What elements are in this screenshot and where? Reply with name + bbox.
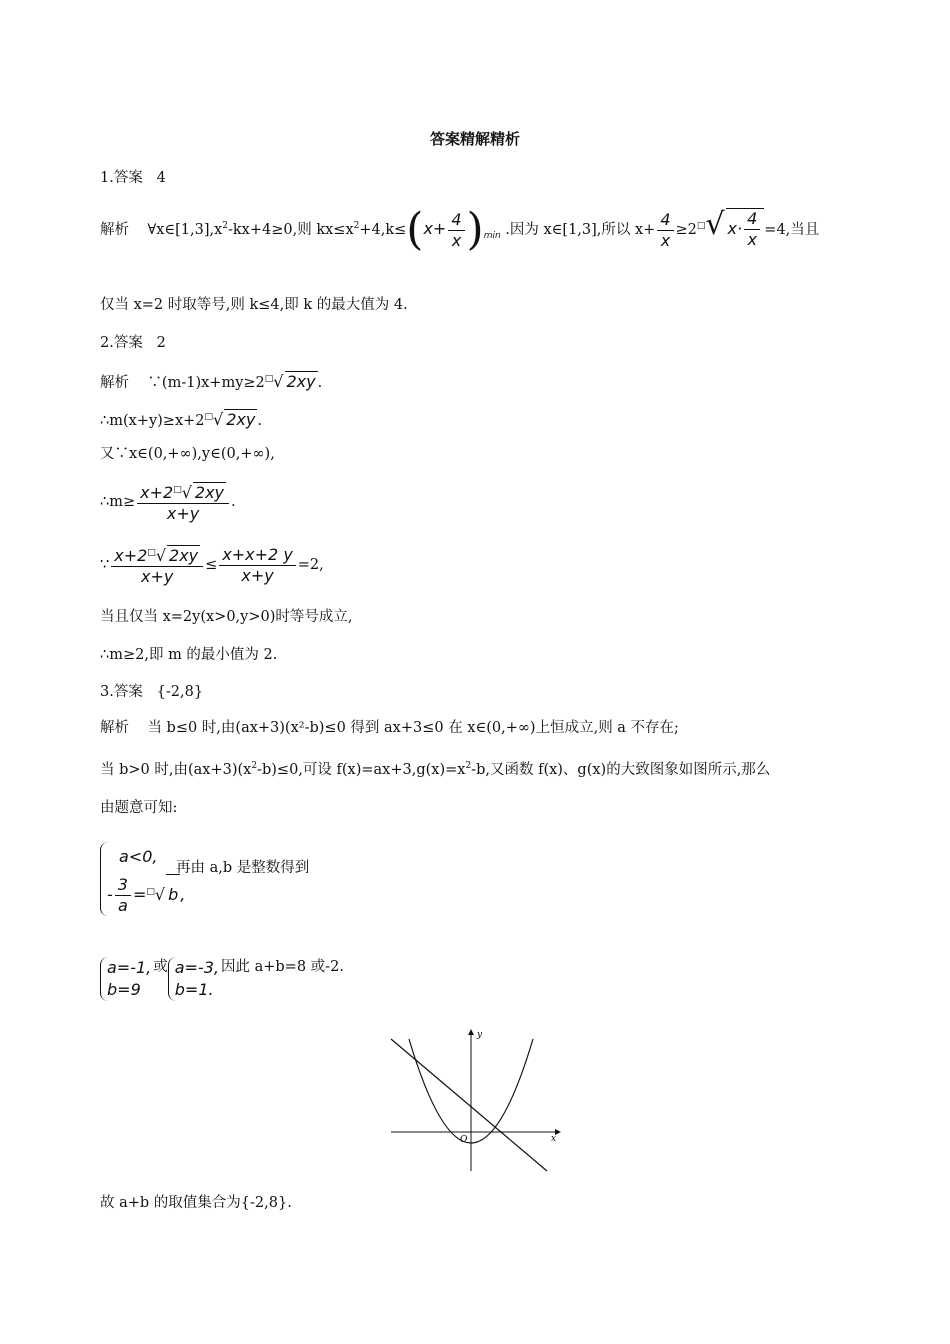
q2-line6: 当且仅当 x=2y(x>0,y>0)时等号成立, <box>100 609 353 625</box>
q2-l1-text: ∵(m-1)x+my≥2 <box>147 375 265 391</box>
q3-system1-brace <box>100 842 185 916</box>
q3-system1 <box>100 842 310 920</box>
q1-analysis-line1 <box>100 205 819 265</box>
q2-l5-frac-left <box>111 543 203 587</box>
q1-frac-den: x <box>451 230 462 250</box>
q2-line5 <box>100 543 324 587</box>
q2-l4-end: . <box>231 494 236 510</box>
q1-frac2-den: x <box>660 230 671 250</box>
q1-sup-b: 2 <box>353 221 360 232</box>
q1-frac2-num: 4 <box>657 210 673 231</box>
q1-text-b: -kx+4≥0,则 kx≤x <box>228 222 354 238</box>
q2-l5-radicand: 2xy <box>169 546 199 565</box>
placeholder-box-icon: □ <box>146 887 155 897</box>
q2-answer-label: 2.答案 <box>100 335 143 351</box>
origin-label: O <box>460 1135 468 1145</box>
q2-l1-radicand: 2xy <box>286 372 316 391</box>
q1-text-d: .因为 x∈[1,3],所以 x+ <box>505 222 656 238</box>
q1-sup-a: 2 <box>222 221 228 232</box>
y-axis-arrow-icon <box>468 1029 474 1035</box>
q1-answer-label: 1.答案 <box>100 170 143 186</box>
radical-icon: √ <box>705 207 725 242</box>
placeholder-box-icon: □ <box>147 548 156 558</box>
radical-icon: √ <box>181 483 192 502</box>
q1-text-f: =4,当且 <box>764 222 820 238</box>
q2-l4-radicand: 2xy <box>194 483 225 502</box>
q2-l4-text: ∴m≥ <box>100 494 136 510</box>
q3-final: 故 a+b 的取值集合为{-2,8}. <box>100 1195 292 1211</box>
q3-system2 <box>100 957 344 1007</box>
q2-analysis-label: 解析 <box>100 375 129 391</box>
q2-line1 <box>100 369 322 393</box>
q2-l4-frac-den: x+y <box>166 504 200 523</box>
line-f <box>391 1039 547 1171</box>
q2-l5-frac-right <box>219 545 295 586</box>
q1-rad-frac-den: x <box>747 230 757 249</box>
q3-system2a-brace <box>100 957 151 1001</box>
q3-system2b-brace <box>168 957 219 1001</box>
q3-sys1-frac-den: a <box>117 896 128 915</box>
q2-line2 <box>100 407 262 431</box>
q2-l4-num-text: x+2 <box>140 483 174 502</box>
q3-answer-value: {-2,8} <box>156 684 204 700</box>
q3-l2-sup-a: 2 <box>251 761 258 771</box>
q3-sys1-comma: , <box>180 885 186 904</box>
q3-line3: 由题意可知: <box>100 800 178 816</box>
q3-sys2-or: 或 <box>153 959 168 975</box>
q3-sys2b-row1: a=-3, <box>174 958 219 977</box>
q2-l5-left-den: x+y <box>141 567 174 586</box>
placeholder-box-icon: □ <box>204 412 214 422</box>
q1-analysis-line2: 仅当 x=2 时取等号,则 k≤4,即 k 的最大值为 4. <box>100 297 408 313</box>
q1-paren-left: ( <box>406 204 424 255</box>
radical-icon: √ <box>213 410 224 429</box>
q2-l5-because: ∵ <box>100 557 110 573</box>
placeholder-box-icon: □ <box>696 221 706 231</box>
q3-l2-text-a: 当 b>0 时,由(ax+3)(x <box>100 761 252 778</box>
q3-answer-label: 3.答案 <box>100 684 143 700</box>
q3-sys1-row1: a<0, <box>119 847 158 866</box>
q2-answer <box>100 333 166 353</box>
q3-sys1-frac <box>115 875 131 916</box>
placeholder-box-icon: □ <box>173 485 182 495</box>
q3-sys1-eq: = <box>132 885 147 904</box>
q1-rad-frac-num: 4 <box>744 209 760 230</box>
q3-sys1-radicand: b <box>166 874 180 915</box>
q2-l1-end: . <box>317 375 323 391</box>
q1-paren-x: x <box>423 219 433 238</box>
q2-answer-value: 2 <box>156 335 166 351</box>
q2-line7: ∴m≥2,即 m 的最小值为 2. <box>100 647 278 663</box>
q3-l2-sup-b: 2 <box>465 761 472 771</box>
q1-min-subscript: min <box>483 230 501 241</box>
q2-l5-leq: ≤ <box>205 557 218 573</box>
radical-icon: √ <box>273 372 284 391</box>
q2-l4-frac-num <box>137 480 229 504</box>
q1-text-a: ∀x∈[1,3],x <box>147 222 223 238</box>
q3-sys2a-row2: b=9 <box>107 980 141 999</box>
q3-sys1-minus: - <box>107 885 113 904</box>
radical-icon: √ <box>155 546 167 565</box>
q1-frac-num: 4 <box>448 210 464 231</box>
q3-line1 <box>100 718 679 738</box>
q1-answer <box>100 168 166 188</box>
q1-radicand: x· $\frac{4}{x}$ <box>726 208 765 250</box>
y-axis-label: y <box>477 1030 483 1040</box>
q1-rad-x: x <box>727 219 738 238</box>
q3-l1-text: 当 b≤0 时,由(ax+3)(x²-b)≤0 得到 ax+3≤0 在 x∈(0,+∞)上恒成立,则 a 不存在; <box>147 720 679 736</box>
x-axis-label: x <box>551 1134 557 1144</box>
q3-line2 <box>100 756 770 780</box>
q2-line3: 又∵x∈(0,+∞),y∈(0,+∞), <box>100 446 275 462</box>
q2-l5-right-num: x+x+2 y <box>219 545 295 566</box>
page-title: 答案精解精析 <box>429 130 520 148</box>
q3-sys2-after: 因此 a+b=8 或-2. <box>221 959 344 975</box>
q2-l5-num-text: x+2 <box>114 546 148 565</box>
function-graph <box>385 1025 565 1175</box>
q1-rad-frac <box>744 209 760 250</box>
q2-l2-radicand: 2xy <box>226 410 256 429</box>
q1-answer-value: 4 <box>156 170 166 186</box>
q1-text-e: ≥2 <box>675 222 697 238</box>
placeholder-box-icon: □ <box>264 374 274 384</box>
q1-paren-right: ) <box>466 204 484 255</box>
q3-sys1-row2 <box>107 872 185 916</box>
q2-l5-right-den: x+y <box>241 565 274 585</box>
q1-analysis-label: 解析 <box>100 222 129 238</box>
radical-icon: √ <box>154 885 166 904</box>
q3-sys2b-row2: b=1. <box>174 980 214 999</box>
q1-frac-4-over-x <box>448 210 464 251</box>
q1-text-c: +4,k≤ <box>359 222 407 238</box>
q2-l5-end: =2, <box>297 557 324 573</box>
q3-sys2a-row1: a=-1, <box>107 958 152 977</box>
q3-l2-text-b: -b)≤0,可设 f(x)=ax+3,g(x)=x <box>257 761 466 778</box>
q1-paren-plus: + <box>432 219 447 238</box>
q3-sys1-after: 再由 a,b 是整数得到 <box>176 860 310 876</box>
q3-answer <box>100 682 203 702</box>
q2-l2-text: ∴m(x+y)≥x+2 <box>100 413 205 429</box>
q2-line4 <box>100 480 236 524</box>
q2-l5-left-num <box>111 543 203 567</box>
q2-l4-frac <box>137 480 229 524</box>
q1-frac-4-over-x-2 <box>657 210 673 251</box>
q3-sys1-frac-num: 3 <box>115 875 131 896</box>
q3-analysis-label: 解析 <box>100 720 129 736</box>
q2-l2-end: . <box>257 413 262 429</box>
q3-l2-text-c: -b,又函数 f(x)、g(x)的大致图象如图所示,那么 <box>471 761 771 778</box>
